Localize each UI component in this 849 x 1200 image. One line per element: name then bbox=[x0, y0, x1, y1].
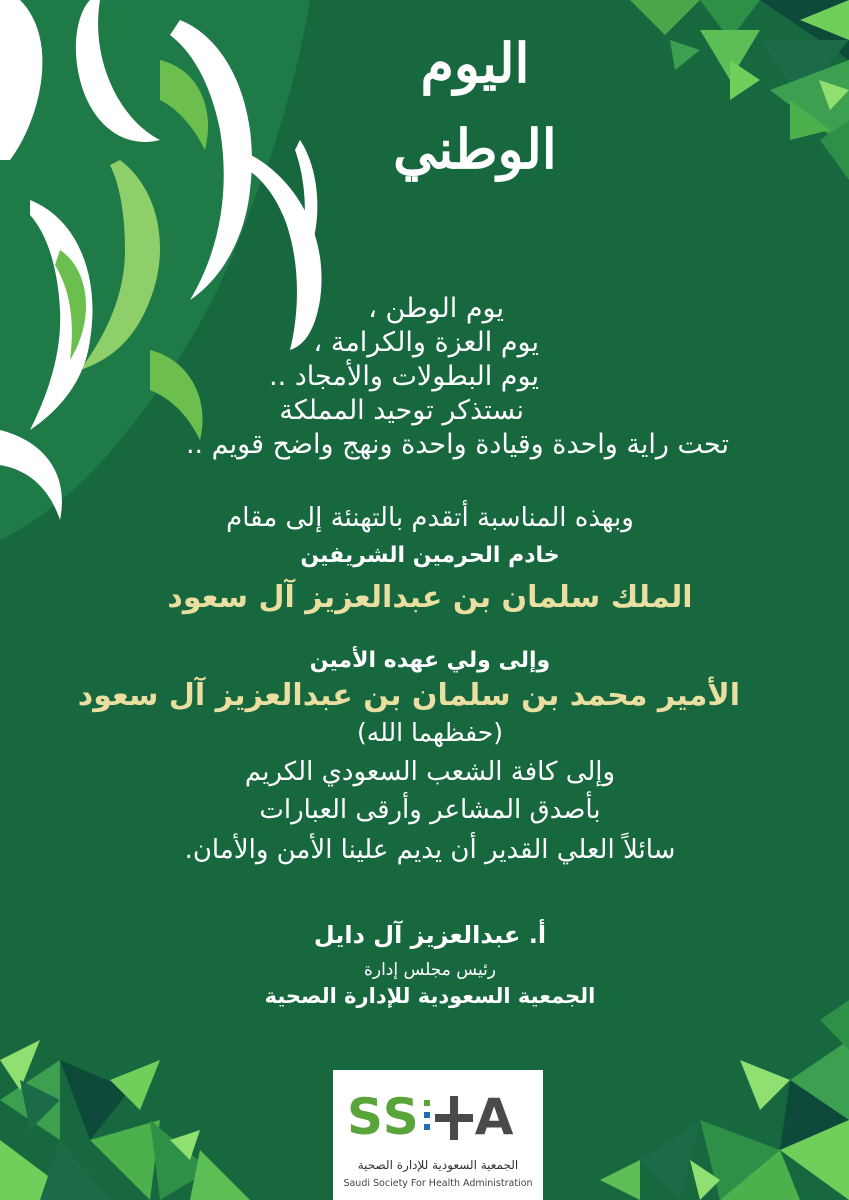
triangle-pattern-bottom-right bbox=[600, 1000, 849, 1200]
logo-cross-h-icon bbox=[435, 1096, 475, 1140]
crown-prince-name: الأمير محمد بن سلمان بن عبدالعزيز آل سعود bbox=[77, 678, 740, 713]
triangle-pattern-top-right bbox=[630, 0, 849, 180]
king-title: خادم الحرمين الشريفين bbox=[300, 543, 560, 568]
poem-line: نستذكر توحيد المملكة bbox=[279, 395, 524, 426]
poem-line: يوم البطولات والأمجاد .. bbox=[269, 361, 539, 392]
logo-letter-a: A bbox=[474, 1088, 516, 1146]
signature-role: رئيس مجلس إدارة bbox=[363, 960, 497, 980]
logo-arabic-name: الجمعية السعودية للإدارة الصحية bbox=[357, 1158, 519, 1172]
signature-name: أ. عبدالعزيز آل دايل bbox=[313, 921, 547, 949]
national-day-title: اليوم الوطني bbox=[393, 31, 557, 182]
greeting-line: وإلى كافة الشعب السعودي الكريم bbox=[244, 757, 616, 787]
greeting-line: سائلاً العلي القدير أن يديم علينا الأمن والأمان. bbox=[184, 835, 676, 865]
logo-letters-ss: SS bbox=[347, 1088, 421, 1146]
triangle-pattern-bottom-left bbox=[0, 1040, 250, 1200]
crown-prince-title: وإلى ولي عهده الأمين bbox=[309, 648, 551, 673]
signature-organization: الجمعية السعودية للإدارة الصحية bbox=[264, 984, 596, 1008]
greeting-intro: وبهذه المناسبة أتقدم بالتهنئة إلى مقام bbox=[226, 503, 634, 533]
greeting-line: بأصدق المشاعر وأرقى العبارات bbox=[259, 795, 601, 825]
poem-line: يوم العزة والكرامة ، bbox=[313, 327, 539, 358]
logo-dots-icon bbox=[421, 1096, 435, 1140]
logo-english-name: Saudi Society For Health Administration bbox=[343, 1178, 533, 1189]
poem-text bbox=[109, 292, 729, 462]
logo-wordmark bbox=[347, 1088, 515, 1146]
ssha-logo bbox=[333, 1070, 543, 1200]
king-name: الملك سلمان بن عبدالعزيز آل سعود bbox=[167, 580, 693, 615]
poem-line: تحت راية واحدة وقيادة واحدة ونهج واضح قويم .. bbox=[185, 429, 729, 460]
poem-line: يوم الوطن ، bbox=[368, 293, 504, 324]
blessing-text: (حفظهما الله) bbox=[357, 718, 503, 747]
